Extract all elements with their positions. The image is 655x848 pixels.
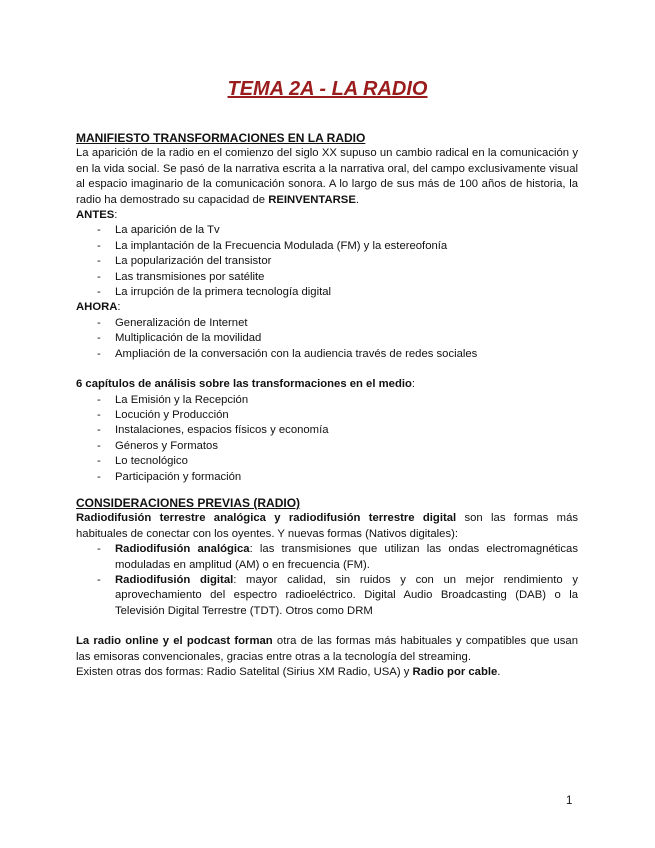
- paragraph-text: Existen otras dos formas: Radio Satelital (Sirius XM Radio, USA) y: [76, 666, 413, 678]
- paragraph-emphasis: Radio por cable: [412, 666, 498, 678]
- bullet-dash: -: [97, 543, 101, 556]
- bullet-dash: -: [97, 270, 101, 283]
- other-forms-paragraph: [76, 665, 578, 680]
- list-item: [76, 239, 578, 254]
- list-item: [76, 423, 578, 438]
- list-item-text: Multiplicación de la movilidad: [115, 332, 262, 345]
- list-item: [76, 223, 578, 238]
- paragraph-emphasis: Radiodifusión terrestre analógica y radiodifusión terrestre digital: [76, 512, 457, 525]
- bullet-dash: -: [97, 393, 101, 406]
- spacer: [76, 619, 578, 634]
- bullet-dash: -: [97, 286, 101, 299]
- page-title: TEMA 2A - LA RADIO: [227, 78, 428, 100]
- list-item: [76, 285, 578, 300]
- paragraph-emphasis: La radio online y el podcast forman: [76, 635, 273, 648]
- bullet-dash: -: [97, 455, 101, 468]
- bullet-dash: -: [97, 439, 101, 452]
- chapters-colon: :: [411, 378, 416, 391]
- list-item: [76, 347, 578, 362]
- bullet-dash: -: [97, 316, 101, 329]
- bullet-dash: -: [97, 573, 101, 586]
- radiodifusion-list: [76, 542, 578, 619]
- chapters-label: [76, 377, 578, 392]
- bullet-dash: -: [97, 470, 101, 483]
- section-heading-manifiesto: MANIFIESTO TRANSFORMACIONES EN LA RADIO: [76, 131, 366, 145]
- list-item: [76, 408, 578, 423]
- antes-list: [76, 223, 578, 300]
- bullet-dash: -: [97, 347, 101, 360]
- list-item-text: La popularización del transistor: [115, 255, 272, 268]
- page-number: 1: [566, 795, 573, 807]
- list-item-text: La Emisión y la Recepción: [115, 393, 249, 406]
- list-item: [76, 439, 578, 454]
- bullet-dash: -: [97, 239, 101, 252]
- list-item: [76, 270, 578, 285]
- list-item: [76, 470, 578, 485]
- list-item-text: Generalización de Internet: [115, 316, 248, 329]
- intro-emphasis: REINVENTARSE: [268, 193, 356, 206]
- list-item: [76, 542, 578, 573]
- chapters-label-text: 6 capítulos de análisis sobre las transformaciones en el medio: [76, 378, 412, 391]
- spacer: [76, 485, 578, 496]
- list-item: [76, 316, 578, 331]
- intro-paragraph: [76, 146, 578, 208]
- list-item-text: La implantación de la Frecuencia Modulada (FM) y la estereofonía: [115, 239, 448, 252]
- bullet-dash: -: [97, 332, 101, 345]
- spacer: [76, 362, 578, 377]
- online-podcast-paragraph: [76, 634, 578, 665]
- list-item: [76, 573, 578, 619]
- list-item: [76, 393, 578, 408]
- paragraph-end: .: [497, 666, 501, 678]
- ahora-list: [76, 316, 578, 362]
- chapters-list: [76, 393, 578, 485]
- list-item-text: La irrupción de la primera tecnología digital: [115, 286, 332, 299]
- antes-label: [76, 208, 578, 223]
- document-body: [76, 131, 578, 680]
- list-item-text: Las transmisiones por satélite: [115, 270, 265, 283]
- list-item: [76, 254, 578, 269]
- list-item-text: Ampliación de la conversación con la audiencia través de redes sociales: [115, 347, 478, 360]
- paragraph-text: son las formas más habituales de conectar con los oyentes. Y nuevas formas (Nativos digitales):: [76, 512, 579, 540]
- list-item-text: Locución y Producción: [115, 408, 229, 421]
- list-item-text: Lo tecnológico: [115, 455, 188, 468]
- intro-text: La aparición de la radio en el comienzo del siglo XX supuso un cambio radical en la comunicación y en la vida social. Se pasó de la narrativa escrita a la narrativa oral, del campo exclusivamente visual al espacio imaginario de la comunicación sonora. A lo largo de sus más de 100 años de historia, la radio ha demostrado su capacidad de: [76, 147, 578, 206]
- ahora-label: [76, 300, 578, 315]
- list-item-text: Géneros y Formatos: [115, 439, 218, 452]
- list-item-term: Radiodifusión digital: [115, 573, 234, 586]
- bullet-dash: -: [97, 255, 101, 268]
- list-item: [76, 331, 578, 346]
- antes-label-text: ANTES: [76, 209, 115, 222]
- antes-colon: :: [114, 209, 118, 222]
- consideraciones-paragraph: [76, 511, 578, 542]
- ahora-label-text: AHORA: [76, 301, 118, 314]
- list-item: [76, 454, 578, 469]
- ahora-colon: :: [117, 301, 121, 314]
- intro-end: .: [355, 193, 359, 206]
- list-item-text: Participación y formación: [115, 470, 242, 483]
- list-item-text: : mayor calidad, sin ruidos y con un mejor rendimiento y aprovechamiento del espectro radioeléctrico. Digital Audio Broadcasting (DAB) o la Televisión Digital Terrestre (TDT). Otros como DRM: [115, 573, 578, 617]
- list-item-text: : las transmisiones que utilizan las ondas electromagnéticas moduladas en amplitud (AM) o en frecuencia (FM).: [115, 543, 578, 571]
- bullet-dash: -: [97, 408, 101, 421]
- paragraph-text: otra de las formas más habituales y compatibles que usan las emisoras convencionales, gracias entre otras a la tecnología del streaming.: [76, 635, 578, 663]
- bullet-dash: -: [97, 224, 101, 237]
- list-item-text: Instalaciones, espacios físicos y economía: [115, 424, 329, 437]
- section-heading-consideraciones: CONSIDERACIONES PREVIAS (RADIO): [76, 495, 301, 510]
- list-item-text: La aparición de la Tv: [115, 224, 220, 237]
- bullet-dash: -: [97, 424, 101, 437]
- list-item-term: Radiodifusión analógica: [115, 543, 250, 556]
